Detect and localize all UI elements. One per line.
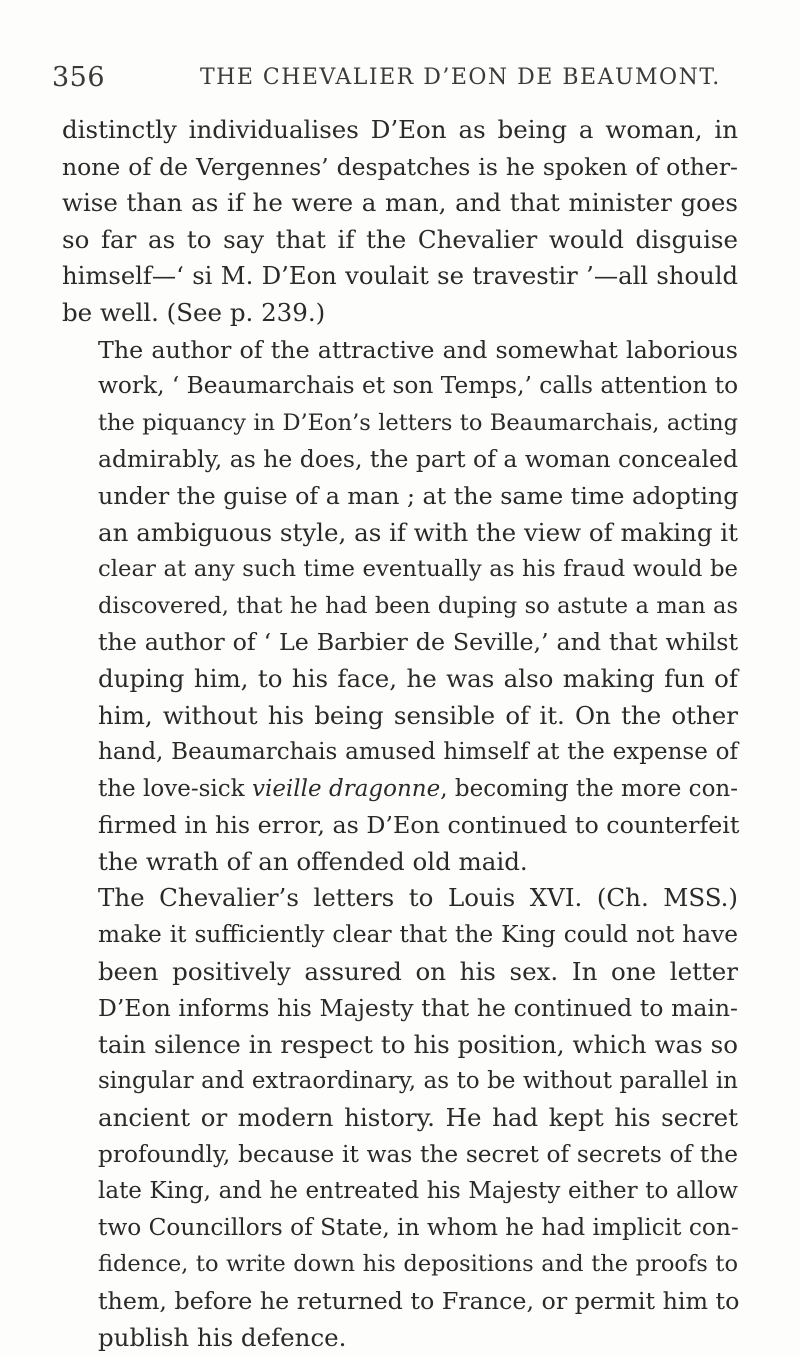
text-line: him, without his being sensible of it. On the other [98, 700, 738, 730]
text-line: make it sufficiently clear that the King could not have [98, 921, 738, 949]
text-run: the love-sick [98, 775, 252, 802]
running-head: THE CHEVALIER D’EON DE BEAUMONT. [200, 65, 721, 90]
text-line: The author of the attractive and somewhat laborious [98, 335, 738, 364]
italic-phrase: vieille dragonne [251, 775, 441, 802]
text-line: two Councillors of State, in whom he had implicit con- [98, 1213, 739, 1241]
text-run: , becoming the more con- [440, 775, 738, 802]
text-line: the piquancy in D’Eon’s letters to Beaumarchais, acting [98, 409, 738, 436]
text-line: D’Eon informs his Majesty that he continued to main- [98, 994, 738, 1023]
text-line: the author of ‘ Le Barbier de Seville,’ and that whilst [98, 628, 738, 657]
text-line: profoundly, because it was the secret of secrets of the [98, 1140, 738, 1168]
text-line: tain silence in respect to his position, which was so [98, 1029, 738, 1059]
paragraph [62, 112, 738, 332]
text-line: fidence, to write down his depositions and the proofs to [98, 1251, 738, 1278]
text-line: The Chevalier’s letters to Louis XVI. (Ch. MSS.) [98, 883, 738, 913]
body-text [62, 112, 738, 1356]
text-line: work, ‘ Beaumarchais et son Temps,’ calls attention to [98, 372, 739, 400]
text-line-with-italic [62, 771, 738, 808]
text-line: under the guise of a man ; at the same time adopting [98, 481, 739, 510]
text-line: hand, Beaumarchais amused himself at the expense of [98, 739, 738, 766]
text-line: an ambiguous style, as if with the view of making it [98, 517, 738, 547]
text-line: them, before he returned to France, or permit him to [98, 1287, 740, 1315]
text-line: wise than as if he were a man, and that minister goes [62, 188, 738, 218]
text-line: clear at any such time eventually as his fraud would be [98, 556, 738, 583]
paragraph [62, 880, 738, 1356]
text-line: the wrath of an offended old maid. [98, 846, 528, 876]
text-line: singular and extraordinary, as to be without parallel in [98, 1068, 738, 1095]
text-line: duping him, to his face, he was also making fun of [98, 663, 738, 693]
paragraph [62, 332, 738, 881]
text-line: firmed in his error, as D’Eon continued to counterfeit [98, 811, 740, 840]
text-line: be well. (See p. 239.) [62, 297, 326, 327]
page-header [52, 62, 762, 102]
text-line: been positively assured on his sex. In one letter [98, 956, 738, 986]
text-line: so far as to say that if the Chevalier would disguise [62, 224, 738, 254]
text-line: late King, and he entreated his Majesty either to allow [98, 1178, 738, 1205]
text-line: ancient or modern history. He had kept his secret [98, 1103, 738, 1133]
page-number: 356 [52, 62, 106, 93]
text-line: himself—‘ si M. D’Eon voulait se travestir ’—all should [62, 261, 738, 291]
text-line: discovered, that he had been duping so astute a man as [98, 592, 738, 619]
text-line: none of de Vergennes’ despatches is he spoken of other- [62, 152, 738, 181]
text-line: publish his defence. [98, 1322, 347, 1352]
text-line: admirably, as he does, the part of a woman concealed [98, 445, 739, 474]
text-line: distinctly individualises D’Eon as being a woman, in [62, 115, 738, 144]
